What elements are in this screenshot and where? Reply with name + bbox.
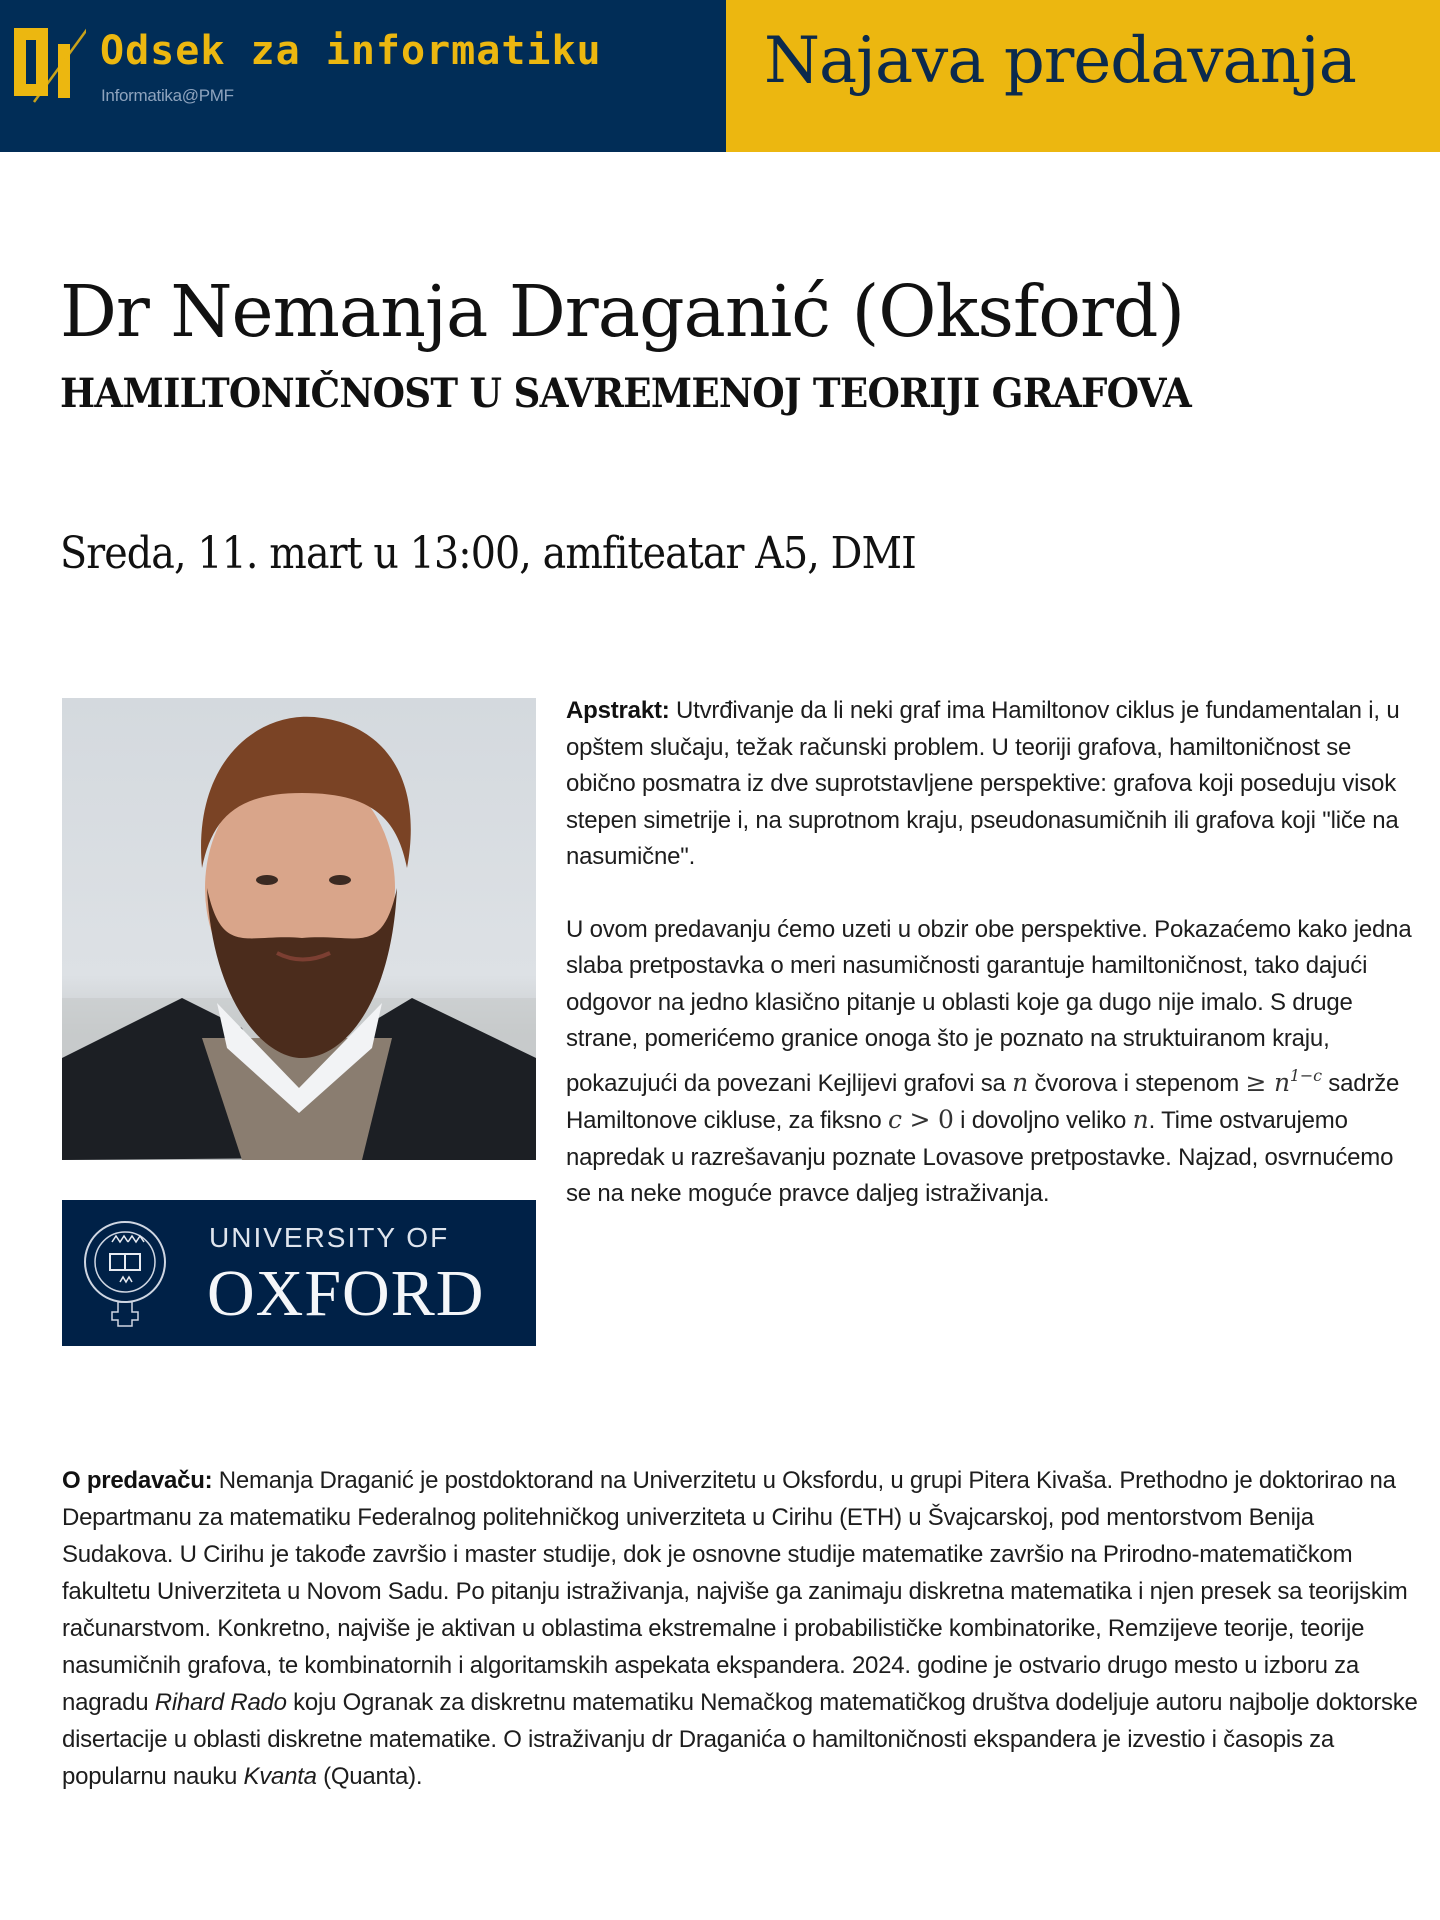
abstract-text-1: Utvrđivanje da li neki graf ima Hamiltonov ciklus je fundamentalan i, u opštem slučaju, težak računski problem. U teoriji grafova, hamiltoničnost se obično posmatra iz dve suprotstavljene perspektive: grafova koji poseduju visok stepen simetrije i, na suprotnom kraju, pseudonasumičnih ili grafova koji "liče na nasumične".: [566, 697, 1400, 870]
abstract-section: [566, 693, 1416, 1249]
abstract-paragraph-1: [566, 693, 1416, 876]
speaker-portrait-icon: [62, 698, 536, 1160]
speaker-bio: [62, 1462, 1422, 1795]
magazine-name: Kvanta: [243, 1763, 317, 1790]
abstract-text-2e: . Time ostvarujemo napredak u razrešavanju poznate Lovasove pretpostavke. Najzad, osvrnućemo se na neke moguće pravce daljeg istraživanja.: [566, 1107, 1394, 1207]
math-geq: ≥: [1245, 1067, 1274, 1097]
abstract-text-2d: i dovoljno veliko: [953, 1107, 1133, 1134]
announcement-title: Najava predavanja: [764, 24, 1356, 98]
abstract-label: Apstrakt:: [566, 697, 670, 724]
department-subtitle: Informatika@PMF: [101, 86, 234, 105]
announcement-banner: [726, 0, 1440, 152]
oxford-seal-icon: [80, 1210, 170, 1336]
math-n: n: [1132, 1105, 1149, 1134]
math-exponent: 1−c: [1289, 1065, 1322, 1085]
math-gt-zero: > 0: [901, 1105, 954, 1134]
abstract-paragraph-2: [566, 912, 1416, 1213]
talk-title: HAMILTONIČNOST U SAVREMENOJ TEORIJI GRAFOVA: [60, 370, 1192, 417]
award-name: Rihard Rado: [154, 1689, 287, 1716]
speaker-photo: [62, 698, 536, 1160]
department-branding: [0, 0, 726, 152]
department-logo-icon: [8, 22, 86, 104]
math-c: c: [887, 1105, 902, 1134]
header-banner: [0, 0, 1440, 152]
math-n: n: [1273, 1067, 1290, 1097]
bio-text-c: (Quanta).: [316, 1763, 423, 1790]
abstract-text-2b: čvorova i stepenom: [1028, 1069, 1246, 1097]
abstract-text-2c: sadrže Hamiltonove cikluse, za fiksno: [566, 1069, 1400, 1134]
date-time-location: Sreda, 11. mart u 13:00, amfiteatar A5, DMI: [60, 528, 916, 579]
bio-text-b: koju Ogranak za diskretnu matematiku Nemačkog matematičkog društva dodeljuje autoru najbolje doktorske disertacije u oblasti diskretne matematike. O istraživanju dr Draganića o hamiltoničnosti ekspandera je izvestio i časopis za popularnu nauku: [62, 1689, 1418, 1790]
oxford-line1: UNIVERSITY OF: [209, 1222, 450, 1253]
department-name: Odsek za informatiku: [100, 28, 602, 74]
oxford-line2: OXFORD: [207, 1257, 485, 1330]
abstract-text-2a: U ovom predavanju ćemo uzeti u obzir obe perspektive. Pokazaćemo kako jedna slaba pretpostavka o meri nasumičnosti garantuje hamiltoničnost, tako dajući odgovor na jedno klasično pitanje u oblasti koje ga dugo nije imalo. S druge strane, pomerićemo granice onoga što je poznato na struktuiranom kraju, pokazujući da povezani Kejlijevi grafovi sa: [566, 915, 1412, 1097]
bio-label: O predavaču:: [62, 1467, 213, 1494]
oxford-logo: [62, 1200, 536, 1346]
bio-text-a: Nemanja Draganić je postdoktorand na Univerzitetu u Oksfordu, u grupi Pitera Kivaša. Prethodno je doktorirao na Departmanu za matematiku Federalnog politehničkog univerziteta u Cirihu (ETH) u Švajcarskoj, pod mentorstvom Benija Sudakova. U Cirihu je takođe završio i master studije, dok je osnovne studije matematike završio na Prirodno-matematičkom fakultetu Univerziteta u Novom Sadu. Po pitanju istraživanja, najviše ga zanimaju diskretna matematika i njen presek sa teorijskim računarstvom. Konkretno, najviše je aktivan u oblastima ekstremalne i probabilističke kombinatorike, Remzijeve teorije, teorije nasumičnih grafova, te kombinatornih i algoritamskih aspekata ekspandera. 2024. godine je ostvario drugo mesto u izboru za nagradu: [62, 1467, 1408, 1716]
math-n: n: [1012, 1067, 1029, 1097]
speaker-name: Dr Nemanja Draganić (Oksford): [60, 270, 1185, 353]
